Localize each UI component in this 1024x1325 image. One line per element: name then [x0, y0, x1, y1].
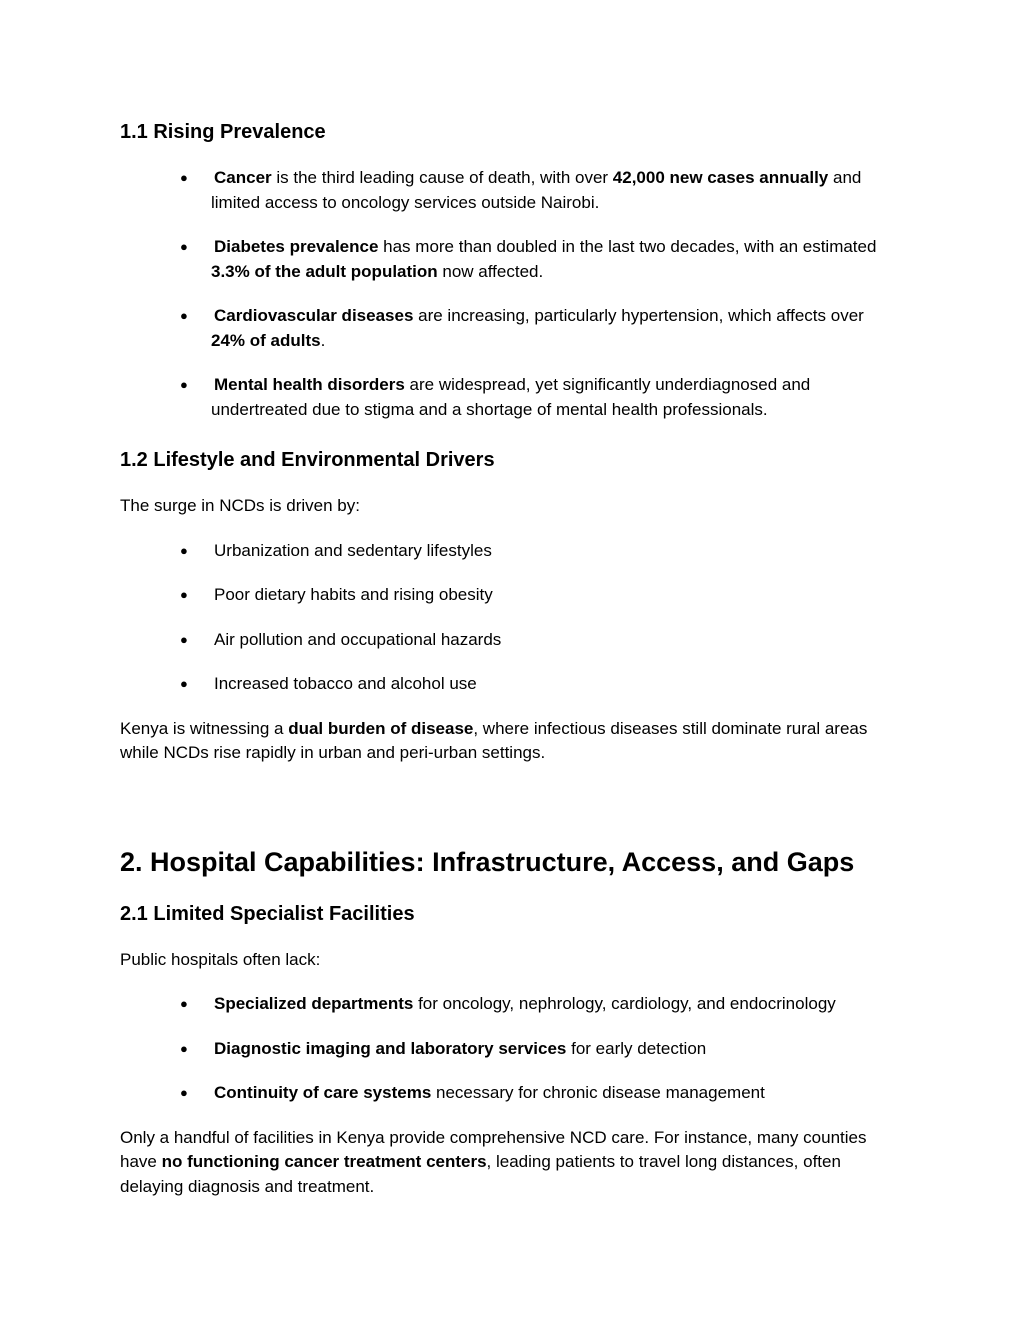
list-item	[120, 539, 904, 564]
bullet-icon: ●	[180, 1085, 188, 1100]
list-item	[120, 1081, 904, 1106]
section-heading-1-1: 1.1 Rising Prevalence	[120, 121, 326, 143]
body-text: Kenya is witnessing a	[120, 718, 289, 738]
bold-term: Continuity of care systems	[214, 1083, 432, 1102]
bold-term: Diabetes prevalence	[214, 237, 379, 256]
list-item	[120, 304, 904, 353]
section-heading-2: 2. Hospital Capabilities: Infrastructure, Access, and Gaps	[120, 846, 855, 877]
body-text: , where infectious diseases still dominate rural areas while NCDs rise rapidly in urban and peri-urban settings.	[120, 718, 868, 762]
cancer-centers-paragraph	[120, 1126, 904, 1200]
list-item	[120, 166, 904, 215]
body-text: Increased tobacco and alcohol use	[214, 674, 477, 693]
drivers-list	[120, 539, 904, 697]
body-text: are increasing, particularly hypertension, which affects over	[413, 306, 864, 325]
list-item	[120, 1037, 904, 1062]
body-text: Urbanization and sedentary lifestyles	[214, 540, 492, 560]
body-text: Poor dietary habits and rising obesity	[214, 585, 493, 604]
body-text: Air pollution and occupational hazards	[214, 629, 502, 649]
list-item	[120, 583, 904, 608]
list-item	[120, 992, 904, 1017]
bold-term: Specialized departments	[214, 994, 414, 1013]
list-item	[120, 672, 904, 697]
body-text: now affected.	[437, 261, 544, 281]
bold-term: Cardiovascular diseases	[214, 306, 414, 325]
bullet-icon: ●	[180, 239, 188, 254]
body-text: has more than doubled in the last two decades, with an estimated	[378, 237, 877, 256]
facilities-list	[120, 992, 904, 1106]
body-text: .	[320, 330, 326, 350]
bold-term: Mental health disorders	[214, 375, 405, 394]
facilities-intro: Public hospitals often lack:	[120, 949, 321, 969]
list-item	[120, 373, 904, 422]
bullet-icon: ●	[180, 631, 188, 647]
body-text: Only a handful of facilities in Kenya provide comprehensive NCD care. For instance, many counties have	[120, 1127, 867, 1171]
body-text: necessary for chronic disease management	[431, 1083, 765, 1102]
list-item	[120, 235, 904, 284]
body-text: for oncology, nephrology, cardiology, and endocrinology	[413, 994, 836, 1013]
body-text: are widespread, yet significantly underdiagnosed and undertreated due to stigma and a shortage of mental health professionals.	[211, 375, 811, 419]
bullet-icon: ●	[180, 996, 188, 1011]
bold-term: Cancer	[214, 168, 272, 187]
bullet-icon: ●	[180, 170, 188, 185]
bold-term: Diagnostic imaging and laboratory services	[214, 1038, 567, 1058]
prevalence-list	[120, 166, 904, 422]
dual-burden-paragraph	[120, 717, 904, 766]
body-text: , leading patients to travel long distances, often delaying diagnosis and treatment.	[120, 1152, 841, 1196]
bullet-icon: ●	[180, 308, 188, 323]
bullet-icon: ●	[180, 1040, 188, 1056]
bullet-icon: ●	[180, 676, 188, 691]
list-item	[120, 628, 904, 653]
bold-term: dual burden of disease	[288, 718, 474, 738]
drivers-intro: The surge in NCDs is driven by:	[120, 496, 360, 515]
bold-term: 3.3% of the adult population	[211, 261, 438, 281]
body-text: and limited access to oncology services outside Nairobi.	[211, 168, 862, 212]
section-heading-2-1: 2.1 Limited Specialist Facilities	[120, 902, 415, 925]
bullet-icon: ●	[180, 377, 188, 392]
bold-term: 24% of adults	[211, 330, 321, 350]
bullet-icon: ●	[180, 587, 188, 602]
bold-term: 42,000 new cases annually	[612, 168, 829, 187]
bullet-icon: ●	[180, 542, 188, 558]
bold-term: no functioning cancer treatment centers	[161, 1152, 487, 1171]
body-text: for early detection	[566, 1038, 707, 1058]
body-text: is the third leading cause of death, with over	[271, 168, 613, 187]
section-heading-1-2: 1.2 Lifestyle and Environmental Drivers	[120, 449, 495, 471]
